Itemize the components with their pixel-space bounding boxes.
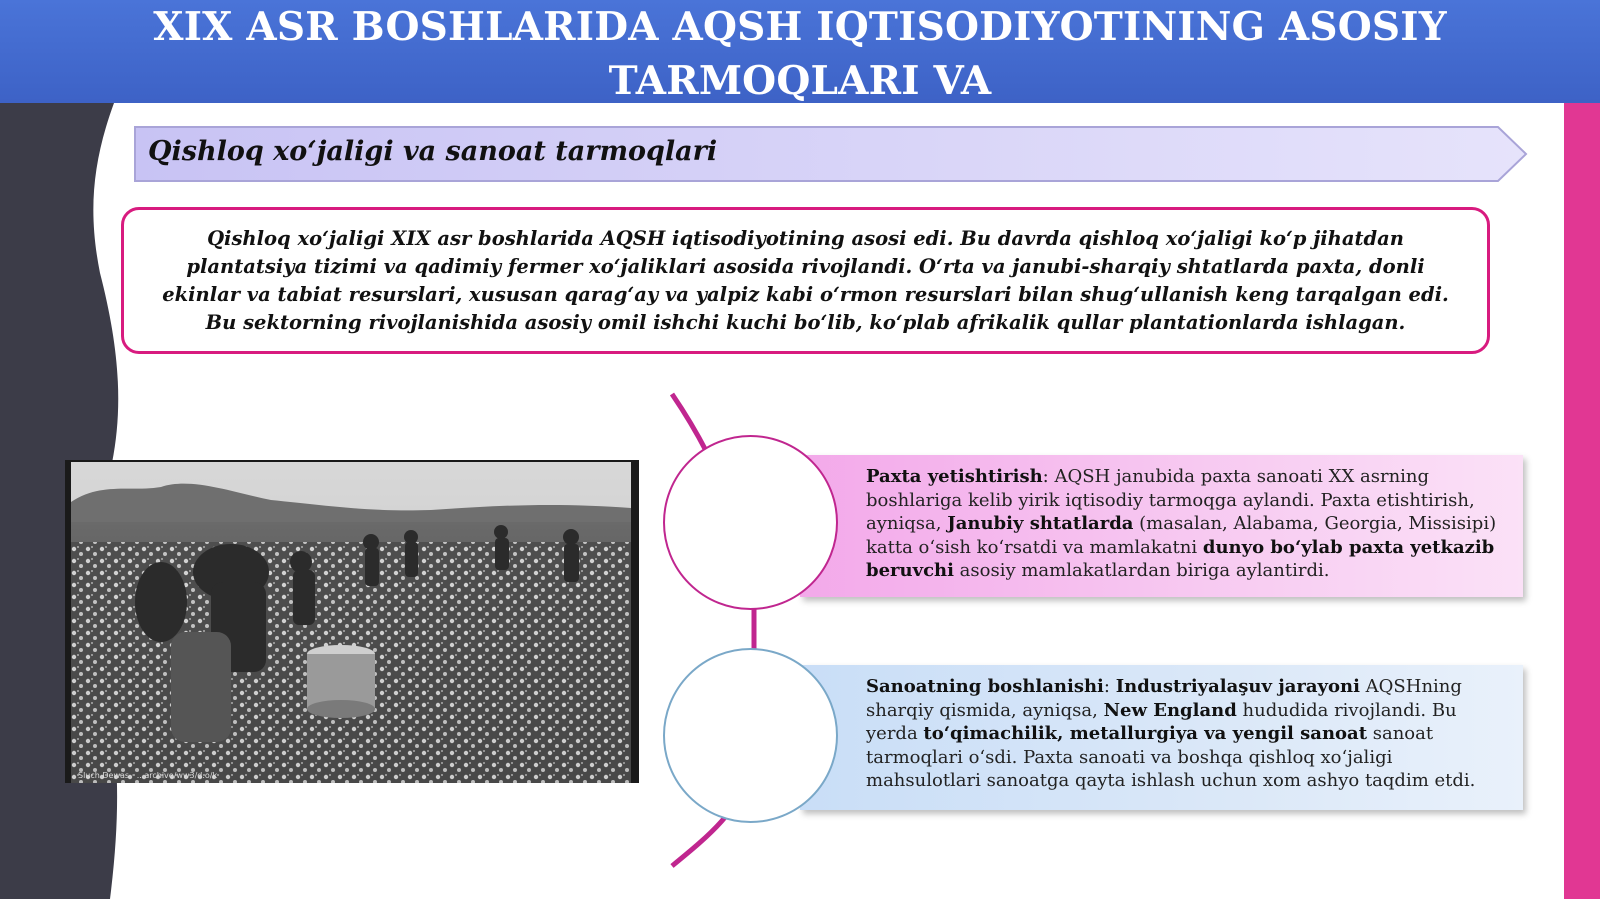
cotton-card-text-1: : AQSH janubida paxta sanoati XX asrning boshlariga kelib yirik iqtisodiy tarmoqga aylandi. Paxta etishtirish, ayniqsa, — [866, 466, 1475, 534]
cotton-card-text-2: (masalan, Alabama, Georgia, Missisipi) katta o‘sish ko‘rsatdi va mamlakatni — [866, 513, 1497, 558]
slide-header — [0, 0, 1600, 103]
photo-caption: Sluch Dewas · ...archive/ww3/d.o/k — [78, 771, 218, 780]
slide-title-line-1: XIX ASR BOSHLARIDA AQSH IQTISODIYOTINING ASOSIY TARMOQLARI VA — [153, 4, 1447, 104]
card-1-circle — [663, 435, 838, 610]
industry-card-text-3: hududida rivojlandi. Bu yerda — [866, 699, 1457, 744]
photo-image — [71, 462, 631, 783]
cotton-card-bold-1: Janubiy shtatlarda — [947, 513, 1134, 534]
industry-card-title: Sanoatning boshlanishi — [866, 676, 1104, 697]
cotton-card-bold-2: dunyo bo‘ylab paxta yetkazib beruvchi — [866, 536, 1495, 581]
cotton-growing-card — [800, 455, 1523, 597]
industry-card-text-1: : — [1103, 676, 1116, 697]
industry-card-text-2: AQSHning sharqiy qismida, ayniqsa, — [866, 676, 1462, 721]
section-subtitle: Qishloq xo‘jaligi va sanoat tarmoqlari — [148, 136, 718, 167]
cotton-field-photo — [65, 460, 639, 783]
cotton-card-text-3: asosiy mamlakatlardan biriga aylantirdi. — [953, 560, 1330, 581]
card-2-circle — [663, 648, 838, 823]
cotton-card-title: Paxta yetishtirish — [866, 466, 1043, 487]
industry-card-bold-1: Industriyalaşuv jarayoni — [1115, 676, 1360, 697]
right-accent-band — [1564, 103, 1600, 899]
industry-card-bold-3: to‘qimachilik, metallurgiya va yengil sanoat — [923, 723, 1368, 744]
intro-box — [121, 207, 1490, 354]
industry-card-text-4: sanoat tarmoqlari o‘sdi. Paxta sanoati va boshqa qishloq xo‘jaligi mahsulotlari sanoatga qayta ishlash uchun xom ashyo taqdim etdi. — [866, 723, 1476, 791]
intro-text: Qishloq xo‘jaligi XIX asr boshlarida AQSH iqtisodiyotining asosi edi. Bu davrda qishloq xo‘jaligi ko‘p jihatdan plantatsiya tizimi va qadimiy fermer xo‘jaliklari asosida rivojlandi. O‘rta va janubi-sharqiy shtatlarda paxta, donli ekinlar va tabiat resurslari, xususan qarag‘ay va yalpiz kabi o‘rmon resurslari bilan shug‘ullanish keng tarqalgan edi. Bu sektorning rivojlanishida asosiy omil ishchi kuchi bo‘lib, ko‘plab afrikalik qullar plantationlarda ishlagan. — [162, 226, 1449, 334]
industry-card-bold-2: New England — [1103, 699, 1237, 721]
industry-start-card — [800, 665, 1523, 810]
